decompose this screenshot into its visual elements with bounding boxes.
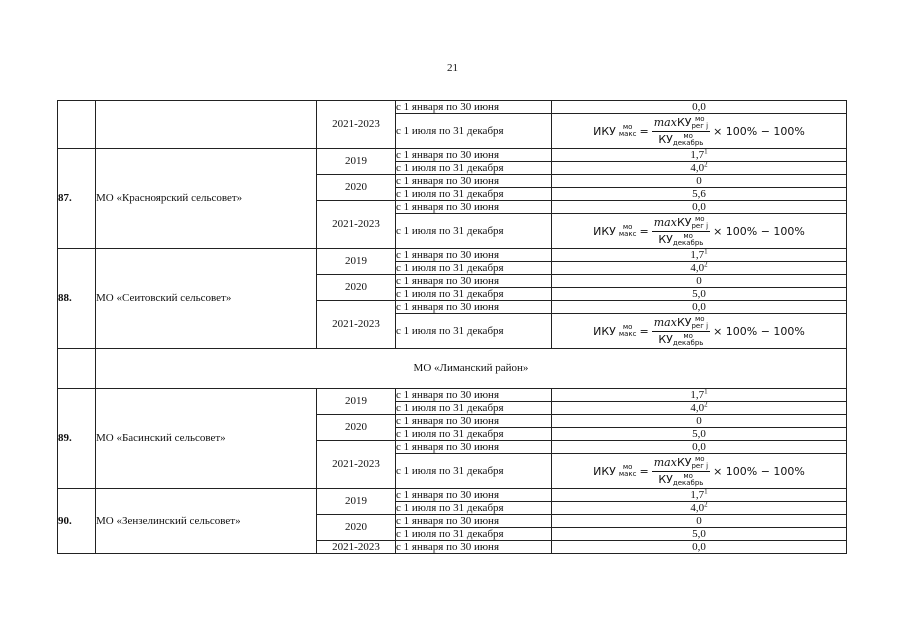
row-number: 90. <box>58 489 96 554</box>
period-cell: с 1 июля по 31 декабря <box>396 214 552 249</box>
period-cell: с 1 января по 30 июня <box>396 541 552 554</box>
period-cell: с 1 июля по 31 декабря <box>396 288 552 301</box>
tariff-index-table <box>57 100 847 554</box>
period-cell: с 1 июля по 31 декабря <box>396 314 552 349</box>
period-cell: с 1 января по 30 июня <box>396 275 552 288</box>
row-number: 87. <box>58 149 96 249</box>
value-cell: $4,0^2$ <box>552 402 847 415</box>
period-cell: с 1 января по 30 июня <box>396 489 552 502</box>
municipality-name: МО «Сеитовский сельсовет» <box>96 249 317 349</box>
formula: ИКУ мо макс = maxКУ мо рег j КУ мо декабрь × 100% − 100% <box>593 454 805 487</box>
year-cell: 2021-2023 <box>317 301 396 349</box>
period-cell: с 1 января по 30 июня <box>396 415 552 428</box>
municipality-name: МО «Зензелинский сельсовет» <box>96 489 317 554</box>
value-cell: $1,7^1$ <box>552 149 847 162</box>
section-blank-cell <box>58 349 96 389</box>
period-cell: с 1 января по 30 июня <box>396 389 552 402</box>
year-cell: 2020 <box>317 275 396 301</box>
period-cell: с 1 января по 30 июня <box>396 515 552 528</box>
value-cell: 5,0 <box>552 288 847 301</box>
municipality-name: МО «Басинский сельсовет» <box>96 389 317 489</box>
value-cell: $1,7^1$ <box>552 389 847 402</box>
num-cell <box>58 101 96 149</box>
period-cell: с 1 июля по 31 декабря <box>396 454 552 489</box>
formula: ИКУ мо макс = maxКУ мо рег j КУ мо декабрь × 100% − 100% <box>593 214 805 247</box>
value-cell: $4,0^2$ <box>552 162 847 175</box>
period-cell: с 1 июля по 31 декабря <box>396 262 552 275</box>
year-cell: 2021-2023 <box>317 441 396 489</box>
page-number: 21 <box>447 62 458 74</box>
formula-cell <box>552 214 847 249</box>
value-cell: 0,0 <box>552 541 847 554</box>
period-cell: с 1 июля по 31 декабря <box>396 402 552 415</box>
year-cell: 2019 <box>317 149 396 175</box>
year-cell: 2019 <box>317 249 396 275</box>
value-cell: 0,0 <box>552 441 847 454</box>
municipality-name: МО «Красноярский сельсовет» <box>96 149 317 249</box>
value-cell: 0 <box>552 415 847 428</box>
period-cell: с 1 января по 30 июня <box>396 175 552 188</box>
value-cell: 0,0 <box>552 301 847 314</box>
period-cell: с 1 января по 30 июня <box>396 201 552 214</box>
period-cell: с 1 июля по 31 декабря <box>396 528 552 541</box>
row-number: 88. <box>58 249 96 349</box>
period-cell: с 1 июля по 31 декабря <box>396 188 552 201</box>
period-cell: с 1 января по 30 июня <box>396 149 552 162</box>
value-cell: $1,7^1$ <box>552 249 847 262</box>
period-cell: с 1 января по 30 июня <box>396 441 552 454</box>
year-cell: 2019 <box>317 389 396 415</box>
formula-cell <box>552 454 847 489</box>
period-cell: с 1 января по 30 июня <box>396 301 552 314</box>
period-cell: с 1 января по 30 июня <box>396 249 552 262</box>
year-cell: 2021-2023 <box>317 541 396 554</box>
value-cell: 0,0 <box>552 101 847 114</box>
period-cell: с 1 июля по 31 декабря <box>396 114 552 149</box>
period-cell: с 1 июля по 31 декабря <box>396 428 552 441</box>
formula: ИКУ мо макс = maxКУ мо рег j КУ мо декабрь × 100% − 100% <box>593 314 805 347</box>
year-cell: 2020 <box>317 415 396 441</box>
formula-cell <box>552 314 847 349</box>
year-cell: 2020 <box>317 515 396 541</box>
section-title: МО «Лиманский район» <box>96 349 847 389</box>
value-cell: 5,0 <box>552 528 847 541</box>
period-cell: с 1 января по 30 июня <box>396 101 552 114</box>
value-cell: $4,0^2$ <box>552 502 847 515</box>
formula-cell <box>552 114 847 149</box>
value-cell: 0 <box>552 275 847 288</box>
year-cell: 2020 <box>317 175 396 201</box>
formula: ИКУ мо макс = maxКУ мо рег j КУ мо декабрь × 100% − 100% <box>593 114 805 147</box>
year-cell: 2021-2023 <box>317 201 396 249</box>
value-cell: $1,7^1$ <box>552 489 847 502</box>
value-cell: 5,0 <box>552 428 847 441</box>
period-cell: с 1 июля по 31 декабря <box>396 162 552 175</box>
year-cell: 2019 <box>317 489 396 515</box>
value-cell: 5,6 <box>552 188 847 201</box>
name-cell <box>96 101 317 149</box>
value-cell: 0,0 <box>552 201 847 214</box>
period-cell: с 1 июля по 31 декабря <box>396 502 552 515</box>
row-number: 89. <box>58 389 96 489</box>
value-cell: 0 <box>552 515 847 528</box>
year-cell: 2021-2023 <box>317 101 396 149</box>
value-cell: 0 <box>552 175 847 188</box>
value-cell: $4,0^2$ <box>552 262 847 275</box>
